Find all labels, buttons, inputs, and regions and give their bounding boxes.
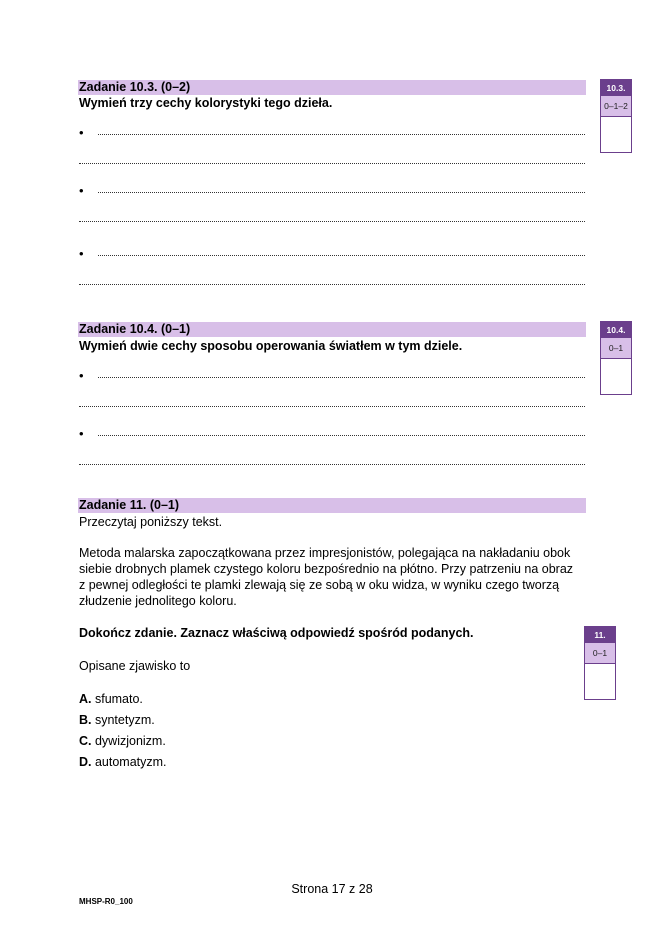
score-label: 10.3. — [601, 80, 631, 96]
answer-line[interactable] — [98, 376, 585, 378]
task-11-stem: Opisane zjawisko to — [79, 659, 191, 673]
task-10-4-header: Zadanie 10.4. (0–1) — [78, 322, 586, 337]
score-box-10-3 — [600, 79, 632, 153]
passage-line: z pewnej odległości te plamki zlewają się ze sobą w oku widza, w wyniku czego tworzą — [79, 578, 560, 592]
task-11-intro: Przeczytaj poniższy tekst. — [79, 515, 223, 529]
answer-line[interactable] — [98, 434, 585, 436]
answer-line[interactable] — [98, 191, 585, 193]
option-letter: A. — [79, 692, 92, 706]
score-entry-cell[interactable] — [601, 117, 631, 153]
answer-line[interactable] — [98, 133, 585, 135]
score-range: 0–1 — [601, 338, 631, 359]
task-10-3-prompt: Wymień trzy cechy kolorystyki tego dzieła. — [79, 96, 333, 110]
task-10-3-header: Zadanie 10.3. (0–2) — [78, 80, 586, 95]
bullet: • — [79, 246, 84, 261]
option-text: automatyzm. — [91, 755, 167, 769]
document-code: MHSP-R0_100 — [79, 897, 133, 906]
option-text: dywizjonizm. — [91, 734, 166, 748]
score-entry-cell[interactable] — [585, 664, 615, 700]
task-11-header: Zadanie 11. (0–1) — [78, 498, 586, 513]
score-box-11 — [584, 626, 616, 700]
answer-option-b[interactable] — [79, 712, 155, 728]
bullet: • — [79, 125, 84, 140]
answer-option-a[interactable] — [79, 691, 143, 707]
page-number: Strona 17 z 28 — [291, 882, 373, 896]
answer-option-d[interactable] — [79, 754, 167, 770]
bullet: • — [79, 368, 84, 383]
score-range: 0–1–2 — [601, 96, 631, 117]
answer-line[interactable] — [79, 405, 585, 407]
passage-line: Metoda malarska zapoczątkowana przez impresjonistów, polegająca na nakładaniu obok — [79, 546, 571, 560]
option-text: sfumato. — [91, 692, 143, 706]
option-text: syntetyzm. — [91, 713, 155, 727]
option-letter: D. — [79, 755, 92, 769]
passage-line: siebie drobnych plamek czystego koloru bezpośrednio na płótno. Przy patrzeniu na obraz — [79, 562, 574, 576]
answer-option-c[interactable] — [79, 733, 166, 749]
score-label: 11. — [585, 627, 615, 643]
score-label: 10.4. — [601, 322, 631, 338]
answer-line[interactable] — [98, 254, 585, 256]
score-entry-cell[interactable] — [601, 359, 631, 395]
score-box-10-4 — [600, 321, 632, 395]
task-11-passage — [79, 545, 579, 609]
option-letter: C. — [79, 734, 92, 748]
passage-line: złudzenie jednolitego koloru. — [79, 594, 237, 608]
answer-line[interactable] — [79, 463, 585, 465]
answer-line[interactable] — [79, 220, 585, 222]
task-10-4-prompt: Wymień dwie cechy sposobu operowania światłem w tym dziele. — [79, 339, 463, 353]
option-letter: B. — [79, 713, 92, 727]
answer-line[interactable] — [79, 283, 585, 285]
score-range: 0–1 — [585, 643, 615, 664]
bullet: • — [79, 183, 84, 198]
task-11-instruction: Dokończ zdanie. Zaznacz właściwą odpowiedź spośród podanych. — [79, 626, 474, 640]
answer-line[interactable] — [79, 162, 585, 164]
bullet: • — [79, 426, 84, 441]
